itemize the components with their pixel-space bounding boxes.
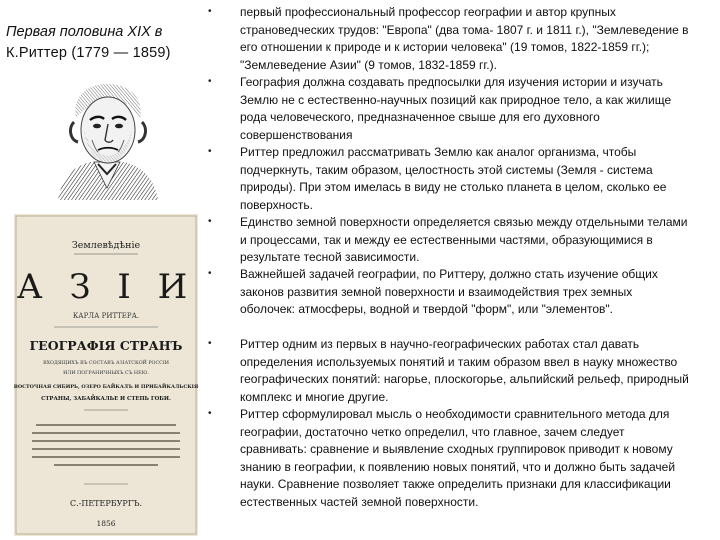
book-title: А З I И <box>16 267 196 307</box>
bullet-text: первый профессиональный профессор географии и автор крупных страноведческих трудов: "Европа" (два тома- 1807 г. и 1811 г.), "Землеведение в его отношении к природе и к истории человека" (19 томов, 1822-1859 гг.); "Землеведение Азии" (9 томов, 1832-1859 гг.). <box>240 5 689 72</box>
bullet-list <box>208 0 720 540</box>
book-author: КАРЛА РИТТЕРА. <box>72 312 140 320</box>
bullet-text: Риттер одним из первых в научно-географических работах стал давать определения используемых понятий и таким образом ввел в науку множество географических понятий: нагорье, плоскогорье, альпийский рельеф, природный комплекс и многие другие. <box>240 337 689 404</box>
bullet-text: Риттер сформулировал мысль о необходимости сравнительного метода для географии, достаточно четко определил, что главное, зачем следует сравнивать: сравнение и выявление сходных группировок приводит к новому знанию в географии, к появлению новых понятий, что и должно быть задачей науки. Сравнение позволяет также определить признаки для классификации естественных частей земной поверхности. <box>240 407 676 509</box>
book-title-page <box>14 214 198 536</box>
period-heading: Первая половина XIX в <box>6 24 163 40</box>
bullet-text: Важнейшей задачей географии, по Риттеру, должно стать изучение общих законов развития земной поверхности и взаимодействия трех земных оболочек: атмосферы, водной и твердой "форм", или "элементов". <box>240 267 658 316</box>
bullet-icon: • <box>208 338 212 349</box>
portrait-engraving <box>54 78 160 200</box>
book-subtitle-line5: СТРАНЫ, ЗАБАЙКАЛЬЕ И СТЕПЬ ГОБИ. <box>41 396 171 402</box>
book-year: 1856 <box>96 519 116 528</box>
bullet-icon: • <box>208 268 212 279</box>
book-cover-image <box>14 214 198 536</box>
bullet-text: География должна создавать предпосылки для изучения истории и изучать Землю не с естественно-научных позиций как природное тело, а как жилище рода человеческого, предназначенное свыше для его духовного совершенствования <box>240 75 672 142</box>
bullet-icon: • <box>208 6 212 17</box>
book-subtitle-line3: ИЛИ ПОГРАНИЧНЫХЪ СЪ НЕЮ. <box>63 371 149 376</box>
bullet-icon: • <box>208 216 212 227</box>
bullet-text: Единство земной поверхности определяется связью между отдельными телами и процессами, так и между ее естественными частями, образующимися в результате тесной зависимости. <box>240 215 688 264</box>
bullet-icon: • <box>208 76 212 87</box>
bullet-icon: • <box>208 146 212 157</box>
book-subtitle-line4: ВОСТОЧНАЯ СИБИРЬ, ОЗЕРО БАЙКАЛЪ И ПРИБАЙКАЛЬСКIЯ <box>14 384 198 390</box>
book-header: Землевѣдѣнiе <box>71 240 141 251</box>
bullet-text: Риттер предложил рассматривать Землю как аналог организма, чтобы подчеркнуть, таким образом, целостность этой системы (Земля - система природы). При этом имелась в виду не столько планета в целом, сколько ее поверхность. <box>240 145 667 212</box>
scientist-name-dates: К.Риттер (1779 — 1859) <box>6 45 171 61</box>
book-subtitle-line2: ВХОДЯЩИХЪ ВЪ СОСТАВЪ АЗIАТСКОЙ РОССIИ <box>43 361 169 366</box>
ritter-portrait <box>54 78 160 200</box>
slide-title <box>6 22 206 64</box>
book-city: С.-ПЕТЕРБУРГЪ. <box>70 499 142 508</box>
book-subtitle: ГЕОГРАФIЯ СТРАНЪ <box>29 338 183 353</box>
bullet-icon: • <box>208 408 212 419</box>
